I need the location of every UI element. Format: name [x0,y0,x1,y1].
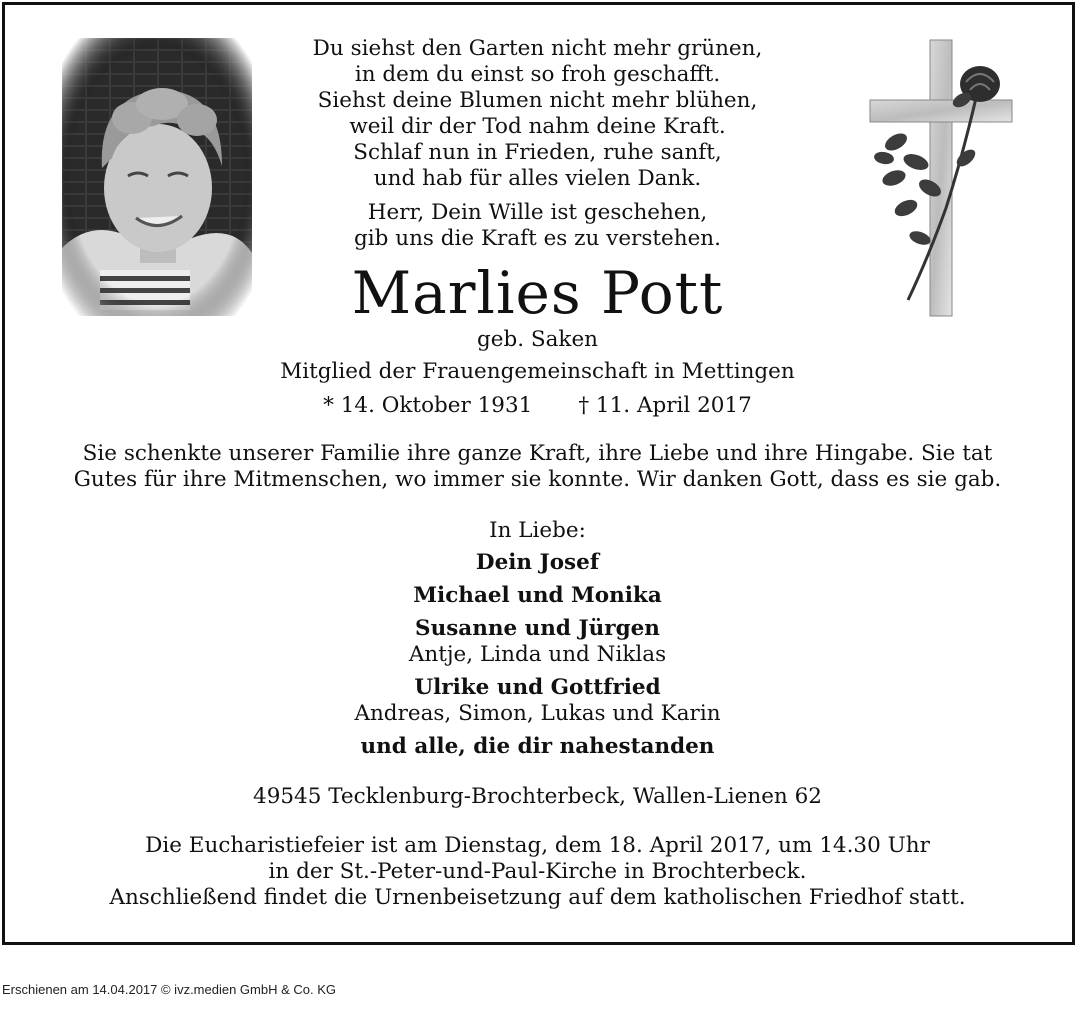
mourner-children: Antje, Linda und Niklas [408,642,667,667]
poem-line: gib uns die Kraft es zu verstehen. [354,226,721,251]
poem-stanza-1 [0,36,1075,192]
mourner-group [0,616,1075,668]
mourner-group [0,583,1075,609]
death-date: † 11. April 2017 [578,393,752,418]
mourner-group [0,550,1075,576]
membership: Mitglied der Frauengemeinschaft in Mettingen [280,359,795,384]
poem-line: und hab für alles vielen Dank. [373,166,702,191]
deceased-name: Marlies Pott [351,259,724,327]
poem-stanza-2 [0,200,1075,252]
poem-line: Du siehst den Garten nicht mehr grünen, [312,36,763,61]
tribute-text [0,441,1075,493]
mourner-name: Michael und Monika [413,583,662,608]
poem [0,36,1075,252]
birth-date: * 14. Oktober 1931 [323,393,533,418]
poem-line: in dem du einst so froh geschafft. [354,62,721,87]
poem-line: Herr, Dein Wille ist geschehen, [367,200,708,225]
tribute-line: Sie schenkte unserer Familie ihre ganze Kraft, ihre Liebe und ihre Hingabe. Sie tat [82,441,993,466]
mourner-group [0,734,1075,760]
service-line: Anschließend findet die Urnenbeisetzung auf dem katholischen Friedhof statt. [109,885,966,910]
service-line: Die Eucharistiefeier ist am Dienstag, dem 18. April 2017, um 14.30 Uhr [145,833,930,858]
maiden-name: geb. Saken [476,327,599,352]
mourner-children: Andreas, Simon, Lukas und Karin [354,701,721,726]
mourners-intro: In Liebe: [489,518,586,543]
publication-footer: Erschienen am 14.04.2017 © ivz.medien GmbH & Co. KG [2,982,337,997]
mourner-name: Ulrike und Gottfried [414,675,661,700]
address: 49545 Tecklenburg-Brochterbeck, Wallen-Lienen 62 [253,784,822,809]
life-dates [0,392,1075,420]
mourner-group [0,675,1075,727]
mourners-list [0,550,1075,767]
poem-line: weil dir der Tod nahm deine Kraft. [349,114,726,139]
mourner-name: und alle, die dir nahestanden [360,734,715,759]
tribute-line: Gutes für ihre Mitmenschen, wo immer sie konnte. Wir danken Gott, dass es sie gab. [73,467,1002,492]
poem-line: Schlaf nun in Frieden, ruhe sanft, [353,140,722,165]
service-line: in der St.-Peter-und-Paul-Kirche in Brochterbeck. [268,859,807,884]
mourner-name: Susanne und Jürgen [415,616,660,641]
service-info [0,833,1075,911]
poem-line: Siehst deine Blumen nicht mehr blühen, [317,88,758,113]
mourner-name: Dein Josef [475,550,600,575]
